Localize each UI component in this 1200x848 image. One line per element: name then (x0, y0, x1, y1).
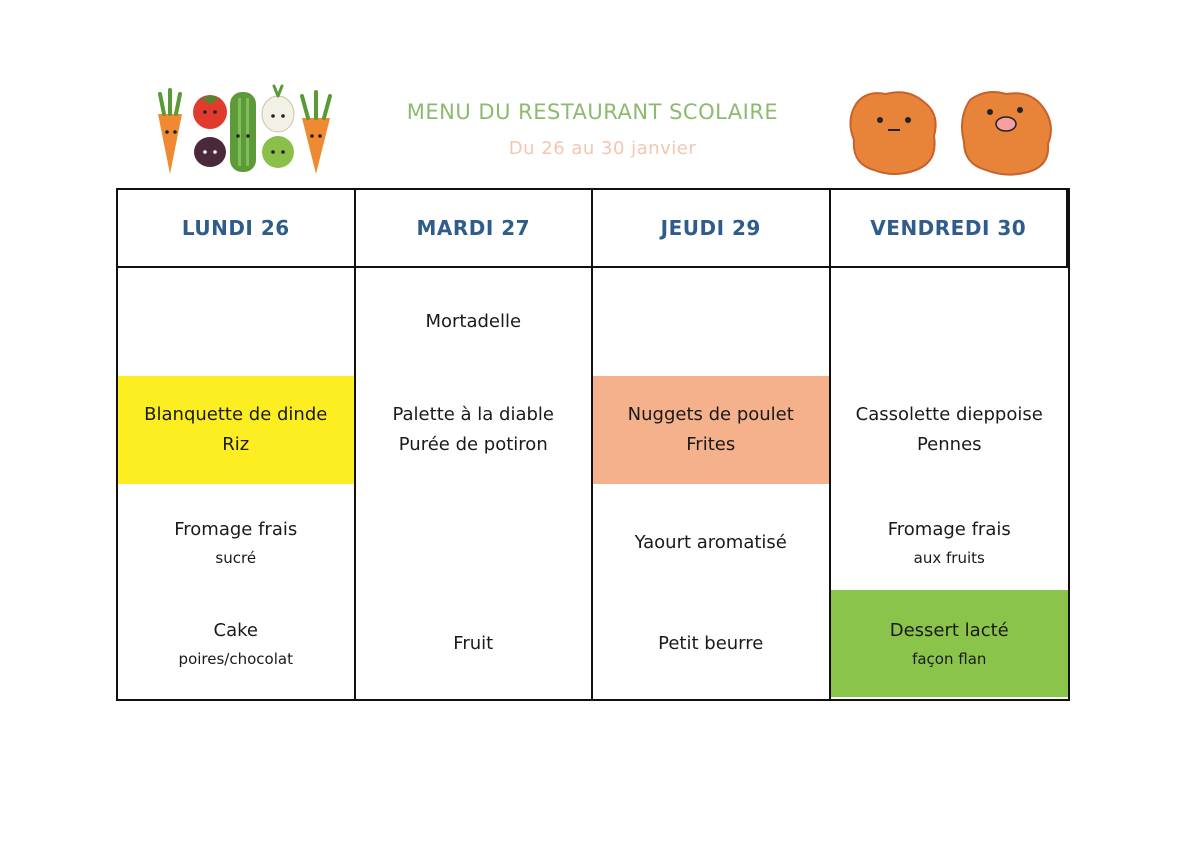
day-column-vendredi (831, 268, 1069, 699)
day-heading-vendredi: VENDREDI 30 (831, 190, 1069, 268)
main-course-line: Blanquette de dinde (144, 404, 328, 425)
day-heading-jeudi: JEUDI 29 (593, 190, 831, 268)
dessert-course (356, 590, 592, 697)
menu-date-range: Du 26 au 30 janvier (508, 138, 697, 159)
dessert-course (593, 590, 829, 697)
dairy-course (831, 493, 1069, 593)
dessert-course (118, 590, 354, 697)
starter-course (356, 292, 592, 352)
dairy-course (593, 493, 829, 593)
day-column-jeudi (593, 268, 831, 699)
main-course (831, 376, 1069, 484)
day-heading-mardi: MARDI 27 (356, 190, 594, 268)
main-course-side: Purée de potiron (398, 434, 548, 455)
main-course-side: Pennes (916, 434, 982, 455)
starter-line: Mortadelle (425, 311, 522, 332)
main-course-line: Nuggets de poulet (627, 404, 794, 425)
main-course (593, 376, 829, 484)
dessert-line: Petit beurre (658, 632, 764, 654)
main-course-line: Cassolette dieppoise (855, 404, 1043, 425)
dessert-line: Cake (213, 619, 258, 641)
dessert-detail: façon flan (912, 649, 987, 668)
day-column-mardi (356, 268, 594, 699)
menu-title: MENU DU RESTAURANT SCOLAIRE (406, 100, 779, 124)
main-course (118, 376, 354, 484)
main-course-line: Palette à la diable (392, 404, 555, 425)
dairy-detail: sucré (215, 549, 257, 567)
vegetables-illustration (150, 84, 340, 180)
main-course-side: Frites (686, 434, 736, 455)
day-heading-lundi: LUNDI 26 (118, 190, 356, 268)
dairy-course (118, 493, 354, 593)
dessert-course (831, 590, 1069, 697)
dessert-detail: poires/chocolat (178, 649, 293, 668)
main-course (356, 376, 592, 484)
dairy-line: Fromage frais (174, 519, 298, 540)
weekly-menu-table (116, 188, 1070, 701)
dairy-line: Fromage frais (887, 519, 1011, 540)
chicken-nuggets-illustration (846, 84, 1062, 180)
dairy-detail: aux fruits (913, 549, 985, 567)
dessert-line: Fruit (453, 632, 494, 654)
day-column-lundi (118, 268, 356, 699)
main-course-side: Riz (222, 434, 250, 455)
dessert-line: Dessert lacté (889, 619, 1009, 641)
dairy-line: Yaourt aromatisé (634, 532, 787, 553)
